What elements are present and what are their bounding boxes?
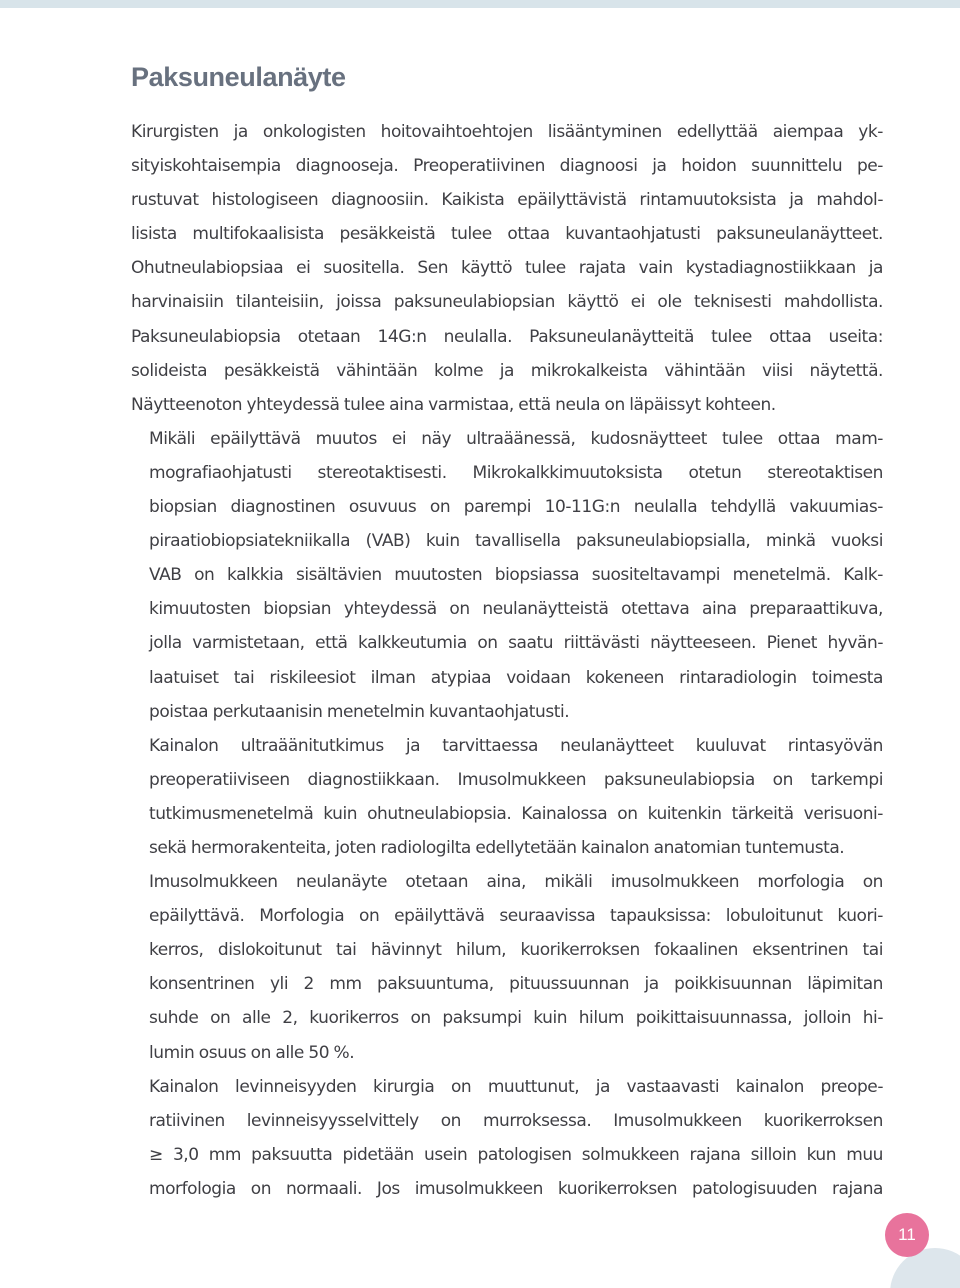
paragraph <box>131 422 883 729</box>
text-line: Ohutneulabiopsiaa ei suositella. Sen käyttö tulee rajata vain kystadiagnostiikkaan ja <box>131 258 883 279</box>
text-line: mografiaohjatusti stereotaktisesti. Mikrokalkkimuutoksista otetun stereotaktisen <box>149 462 883 483</box>
text-line: solideista pesäkkeistä vähintään kolme ja mikrokalkeista vähintään viisi näytettä. <box>131 360 883 381</box>
text-line: sityiskohtaisempia diagnooseja. Preoperatiivinen diagnoosi ja hoidon suunnittelu pe- <box>131 156 883 177</box>
text-line: rustuvat histologiseen diagnoosiin. Kaikista epäilyttävistä rintamuutoksista ja mahdol- <box>131 190 883 211</box>
text-line: konsentrinen yli 2 mm paksuuntuma, pituussuunnan ja poikkisuunnan läpimitan <box>149 974 883 995</box>
text-line: Imusolmukkeen neulanäyte otetaan aina, mikäli imusolmukkeen morfologia on <box>149 872 883 893</box>
paragraph <box>131 729 883 865</box>
text-line: biopsian diagnostinen osuvuus on parempi 10-11G:n neulalla tehdyllä vakuumias- <box>149 497 883 518</box>
text-line: kerros, dislokoitunut tai hävinnyt hilum, kuorikerroksen fokaalinen eksentrinen tai <box>149 940 883 961</box>
text-line: harvinaisiin tilanteisiin, joissa paksuneulabiopsian käyttö ei ole teknisesti mahdollista. <box>131 292 883 313</box>
text-line: Kirurgisten ja onkologisten hoitovaihtoehtojen lisääntyminen edellyttää aiempaa yk- <box>131 122 883 142</box>
top-band <box>0 0 960 8</box>
text-line: tutkimusmenetelmä kuin ohutneulabiopsia. Kainalossa on kuitenkin tärkeitä verisuoni- <box>149 803 883 824</box>
text-line: Mikäli epäilyttävä muutos ei näy ultraäänessä, kudosnäytteet tulee ottaa mam- <box>149 428 883 449</box>
text-line: Paksuneulabiopsia otetaan 14G:n neulalla. Paksuneulanäytteitä tulee ottaa useita: <box>131 326 883 347</box>
text-line: lisista multifokaalisista pesäkkeistä tulee ottaa kuvantaohjatusti paksuneulanäytteet. <box>131 224 883 245</box>
paragraph <box>131 115 883 422</box>
text-line: preoperatiiviseen diagnostiikkaan. Imusolmukkeen paksuneulabiopsia on tarkempi <box>149 769 883 790</box>
paragraph <box>131 1070 883 1206</box>
text-line: VAB on kalkkia sisältävien muutosten biopsiassa suositeltavampi menetelmä. Kalk- <box>149 565 883 586</box>
text-line: Näytteenoton yhteydessä tulee aina varmistaa, että neula on läpäissyt kohteen. <box>131 394 776 415</box>
text-line: piraatiobiopsiatekniikalla (VAB) kuin tavallisella paksuneulabiopsialla, minkä vuoksi <box>149 531 883 552</box>
text-line: Kainalon ultraäänitutkimus ja tarvittaessa neulanäytteet kuuluvat rintasyövän <box>149 735 883 756</box>
text-line: suhde on alle 2, kuorikerros on paksumpi kuin hilum poikittaisuunnassa, jolloin hi- <box>149 1008 883 1029</box>
text-line: laatuiset tai riskileesiot ilman atypiaa voidaan kokeneen rintaradiologin toimesta <box>149 667 883 688</box>
text-line: morfologia on normaali. Jos imusolmukkeen kuorikerroksen patologisuuden rajana <box>149 1178 883 1199</box>
page-number-badge: 11 <box>885 1213 929 1257</box>
body-text <box>131 115 883 1206</box>
text-line: epäilyttävä. Morfologia on epäilyttävä seuraavissa tapauksissa: lobuloitunut kuori- <box>149 906 883 927</box>
text-line: ratiivinen levinneisyysselvittely on murroksessa. Imusolmukkeen kuorikerroksen <box>149 1110 883 1131</box>
text-line: Kainalon levinneisyyden kirurgia on muuttunut, ja vastaavasti kainalon preope- <box>149 1076 883 1097</box>
text-line: jolla varmistetaan, että kalkkeutumia on saatu riittävästi näytteeseen. Pienet hyvän- <box>149 633 883 654</box>
page-title: Paksuneulanäyte <box>131 62 346 92</box>
text-line: ≥ 3,0 mm paksuutta pidetään usein patologisen solmukkeen rajana silloin kun muu <box>149 1144 883 1165</box>
text-line: kimuutosten biopsian yhteydessä on neulanäytteistä otettava aina preparaattikuva, <box>149 599 883 620</box>
text-line: lumin osuus on alle 50 %. <box>149 1042 355 1063</box>
text-line: sekä hermorakenteita, joten radiologilta edellytetään kainalon anatomian tuntemusta. <box>149 837 845 858</box>
paragraph <box>131 865 883 1070</box>
text-line: poistaa perkutaanisin menetelmin kuvantaohjatusti. <box>149 701 570 722</box>
